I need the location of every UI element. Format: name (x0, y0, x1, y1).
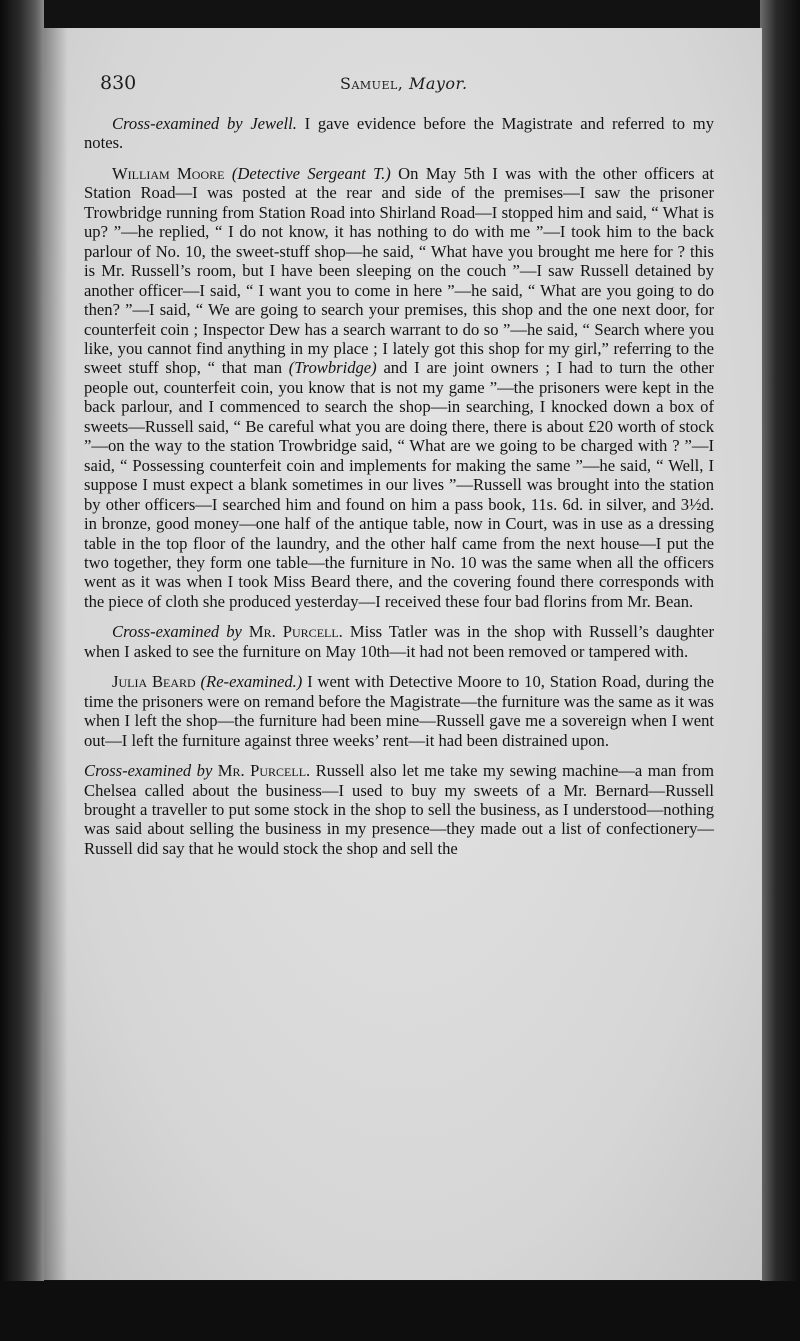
paragraph-william-moore (84, 164, 714, 611)
paragraph-text: I gave evidence before the Magistrate and referred to my notes. (84, 114, 714, 153)
paragraph-cross-exam-purcell-1 (84, 622, 714, 661)
paragraph-text: Miss Tatler was in the shop with Russell’s daughter when I asked to see the furniture on May 10th—it had not been removed or tampered with. (84, 622, 715, 661)
paragraph-cross-exam-jewell (84, 114, 714, 153)
speaker-name: Julia Beard (112, 672, 196, 692)
paragraph-lead: Cross-examined by (84, 761, 213, 781)
paragraph-lead: Cross-examined by (112, 622, 242, 642)
paragraph-text: I went with Detective Moore to 10, Station Road, during the time the prisoners were on remand before the Magistrate—the furniture was the same as it was when I left the shop—the furniture had been mine—Russell gave me a sovereign when I went out—I left the furniture against three weeks’ rent—it had been distrained upon. (84, 672, 715, 750)
scan-shadow-right (760, 0, 800, 1341)
running-head (340, 74, 468, 93)
paragraph-text: Russell also let me take my sewing machine—a man from Chelsea called about the business—I used to buy my sweets of a Mr. Bernard—Russell brought a traveller to put some stock in the shop to sell the business, as I understood—nothing was said about selling the business in my presence—they made out a list of confectionery—Russell did say that he would stock the shop and sell the (84, 761, 714, 858)
paragraph-julia-beard (84, 672, 714, 750)
running-head-office: Mayor. (408, 74, 468, 93)
paragraph-text: On May 5th I was with the other officers at Station Road—I was posted at the rear and side of the premises—I saw the prisoner Trowbridge running from Station Road into Shirland Road—I stopped him and said, “ What is up? ”—he replied, “ I do not know, it has nothing to do with me ”—I took him to the back parlour of No. 10, the sweet-stuff shop—he said, “ What have you brought me here for ? this is Mr. Russell’s room, but I have been sleeping on the couch ”—I saw Russell detained by another officer—I said, “ I want you to come in here ”—he said, “ What are you going to do then? ”—I said, “ We are going to search your premises, this shop and the one next door, for counterfeit coin ; Inspector Dew has a search warrant to do so ”—he said, “ Search where you like, you cannot find anything in my place ; I lately got this shop for my girl,” referring to the sweet stuff shop, “ that man (84, 163, 714, 378)
page-number: 830 (100, 72, 137, 94)
page-header (100, 72, 700, 102)
page-body (84, 114, 714, 869)
italic-name: (Trowbridge) (288, 358, 377, 378)
paragraph-text-continued: and I are joint owners ; I had to turn the other people out, counterfeit coin, you know that is not my game ”—the prisoners were kept in the back parlour, and I commenced to search the shop—in searching, I knocked down a box of sweets—Russell said, “ Be careful what you are doing there, there is about £20 worth of stock ”—on the way to the station Trowbridge said, “ What are we going to be charged with ? ”—I said, “ Possessing counterfeit coin and implements for making the same ”—he said, “ Well, I suppose I must expect a blank sometimes in our lives ”—Russell was brought into the station by other officers—I searched him and found on him a pass book, 11s. 6d. in silver, and 3½d. in bronze, good money—one half of the antique table, now in Court, was in use as a dressing table in the top floor of the laundry, and the other half came from the next house—I put the two together, they form one table—the furniture in No. 10 was the same when all the officers went as it was when I took Miss Beard there, and the covering found there corresponds with the piece of cloth she produced yesterday—I received these four bad florins from Mr. Bean. (84, 358, 714, 611)
gutter-shadow (44, 28, 68, 1280)
scan-shadow-left (0, 0, 44, 1341)
counsel-name: Mr. Purcell. (217, 761, 311, 781)
speaker-name: William Moore (112, 163, 225, 183)
scan-shadow-bottom (0, 1281, 800, 1341)
counsel-name: Mr. Purcell. (248, 622, 343, 642)
speaker-role: (Detective Sergeant T.) (231, 163, 391, 183)
running-head-name: Samuel, (340, 74, 404, 93)
paragraph-lead: Cross-examined by Jewell. (112, 114, 297, 133)
paragraph-cross-exam-purcell-2 (84, 761, 714, 858)
speaker-role: (Re-examined.) (200, 672, 303, 692)
